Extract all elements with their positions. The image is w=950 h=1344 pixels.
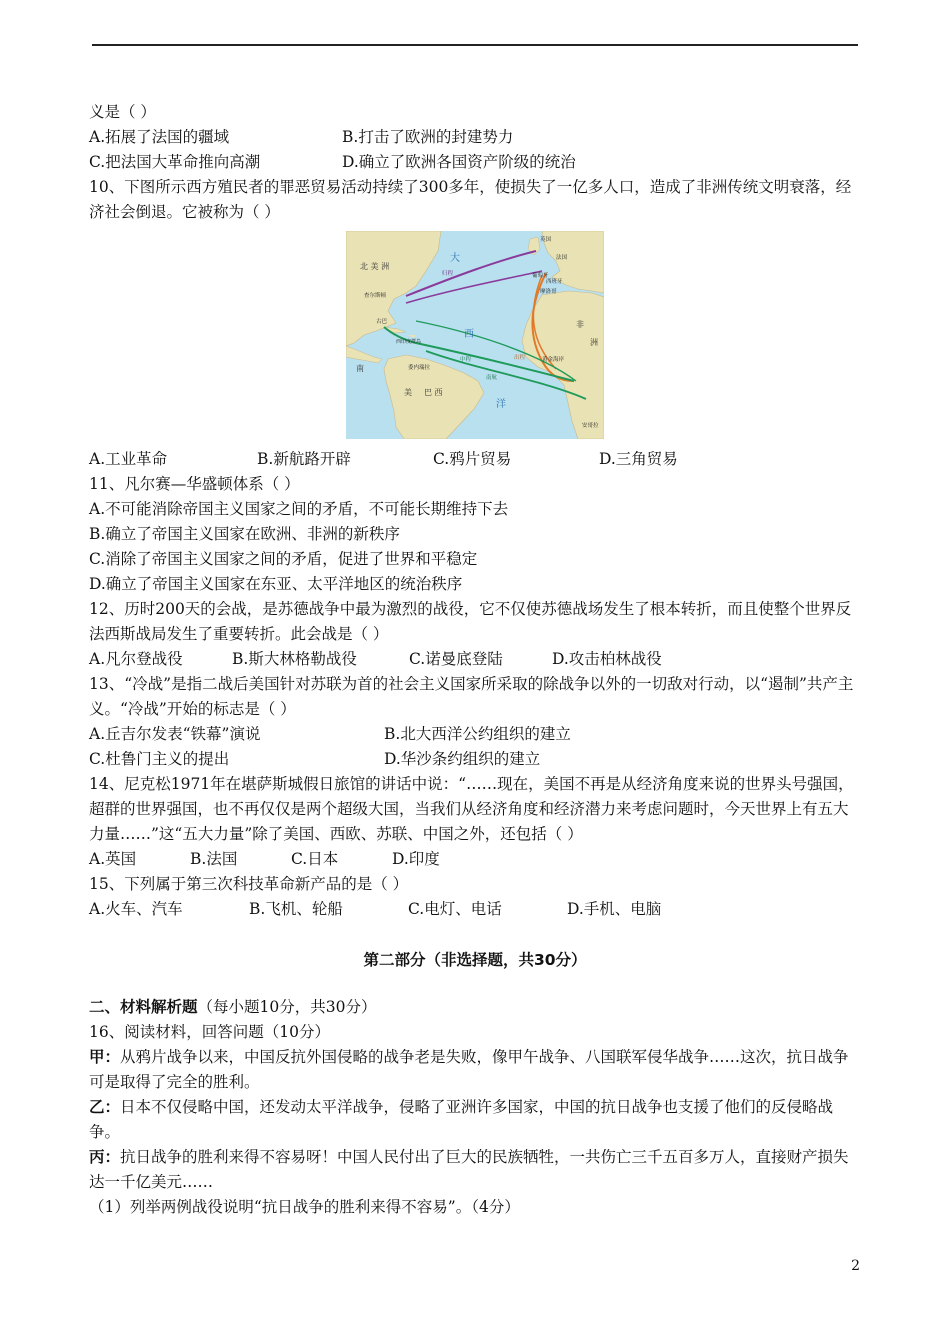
material-jia-label: 甲：: [89, 1048, 121, 1066]
page-number: 2: [851, 1258, 860, 1274]
q9-stem-tail: 义是（ ）: [89, 103, 156, 121]
label-atlantic-1: 大: [450, 253, 460, 264]
material-jia: [89, 1045, 861, 1095]
label-morocco: 摩洛哥: [540, 289, 557, 295]
label-cuba: 古巴: [376, 319, 388, 325]
q13-options-row1: [89, 722, 861, 747]
label-atlantic-3: 洋: [496, 399, 506, 410]
q15-option-c[interactable]: C.电灯、电话: [408, 900, 502, 918]
q13-option-c[interactable]: C.杜鲁门主义的提出: [89, 750, 230, 768]
q11-stem: 11、凡尔赛—华盛顿体系（ ）: [89, 475, 300, 493]
q9-option-a[interactable]: A.拓展了法国的疆域: [89, 128, 230, 146]
q15-option-a[interactable]: A.火车、汽车: [89, 900, 183, 918]
section-heading-bold: 二、材料解析题: [89, 998, 198, 1016]
q14-option-b[interactable]: B.法国: [190, 850, 238, 868]
material-bing-text: 抗日战争的胜利来得不容易呀！中国人民付出了巨大的民族牺牲，一共伤亡三千五百多万人，直接财产损失达一千亿美元……: [89, 1148, 849, 1191]
label-south-america-2: 美: [404, 388, 412, 397]
label-charleston: 查尔斯顿: [364, 293, 387, 299]
label-brazil: 巴 西: [424, 388, 443, 397]
q10-option-a[interactable]: A.工业革命: [89, 450, 168, 468]
q11-option-c[interactable]: C.消除了帝国主义国家之间的矛盾，促进了世界和平稳定: [89, 550, 478, 568]
label-angola: 安哥拉: [582, 423, 599, 429]
q15-stem: 15、下列属于第三次科技革命新产品的是（ ）: [89, 875, 409, 893]
label-uk: 英国: [540, 237, 552, 243]
label-portugal: 葡萄牙: [532, 273, 549, 279]
q12-option-a[interactable]: A.凡尔登战役: [89, 650, 183, 668]
q12-stem: 12、历时200天的会战，是苏德战争中最为激烈的战役，它不仅使苏德战场发生了根本转折，而且使整个世界反法西斯战局发生了重要转折。此会战是（ ）: [89, 600, 852, 643]
q12-option-c[interactable]: C.诺曼底登陆: [409, 650, 503, 668]
label-atlantic-2: 西: [464, 329, 474, 340]
label-west-indies: 西印度群岛: [396, 339, 422, 345]
label-france: 法国: [556, 255, 568, 261]
q9-option-c[interactable]: C.把法国大革命推向高潮: [89, 153, 261, 171]
q14-option-a[interactable]: A.英国: [89, 850, 137, 868]
q10-option-b[interactable]: B.新航路开辟: [257, 450, 351, 468]
q10-stem: 10、下图所示西方殖民者的罪恶贸易活动持续了300多年，使损失了一亿多人口，造成了非洲传统文明衰落，经济社会倒退。它被称为（ ）: [89, 178, 852, 221]
q14-option-d[interactable]: D.印度: [392, 850, 440, 868]
material-yi-label: 乙：: [89, 1098, 121, 1116]
q10-option-d[interactable]: D.三角贸易: [599, 450, 678, 468]
q13-option-d[interactable]: D.华沙条约组织的建立: [384, 750, 541, 768]
material-jia-text: 从鸦片战争以来，中国反抗外国侵略的战争老是失败，像甲午战争、八国联军侵华战争……这次，抗日战争可是取得了完全的胜利。: [89, 1048, 849, 1091]
label-south-sail: 南航: [486, 375, 498, 381]
material-yi: [89, 1095, 861, 1145]
q16-stem: 16、阅读材料，回答问题（10分）: [89, 1023, 330, 1041]
q11-option-b[interactable]: B.确立了帝国主义国家在欧洲、非洲的新秩序: [89, 525, 400, 543]
section-heading: [89, 995, 861, 1020]
section-heading-rest: （每小题10分，共30分）: [197, 998, 377, 1016]
q13-stem: 13、“冷战”是指二战后美国针对苏联为首的社会主义国家所采取的除战争以外的一切敌对行动，以“遏制”共产主义。“冷战”开始的标志是（ ）: [89, 675, 854, 718]
header-rule: [92, 44, 858, 46]
q14-option-c[interactable]: C.日本: [291, 850, 339, 868]
q10-option-c[interactable]: C.鸦片贸易: [433, 450, 512, 468]
material-bing-label: 丙：: [89, 1148, 121, 1166]
q13-option-b[interactable]: B.北大西洋公约组织的建立: [384, 725, 571, 743]
triangle-trade-map-svg: [346, 231, 604, 439]
q15-options: [89, 897, 861, 922]
label-outbound-route: 出程: [514, 355, 526, 361]
material-yi-text: 日本不仅侵略中国，还发动太平洋战争，侵略了亚洲许多国家，中国的抗日战争也支援了他们的反侵略战争。: [89, 1098, 834, 1141]
q16-sub1: （1）列举两例战役说明“抗日战争的胜利来得不容易”。（4分）: [89, 1198, 520, 1216]
label-middle-passage: 中程: [460, 357, 472, 363]
q14-options: [89, 847, 861, 872]
label-africa: 非: [576, 320, 584, 329]
q13-options-row2: [89, 747, 861, 772]
q13-option-a[interactable]: A.丘吉尔发表“铁幕”演说: [89, 725, 261, 743]
q9-option-d[interactable]: D.确立了欧洲各国资产阶级的统治: [342, 153, 576, 171]
q9-options-row1: [89, 125, 861, 150]
triangle-trade-map: [346, 231, 604, 439]
q11-option-d[interactable]: D.确立了帝国主义国家在东亚、太平洋地区的统治秩序: [89, 575, 463, 593]
label-venezuela: 委内瑞拉: [408, 365, 431, 371]
q15-option-b[interactable]: B.飞机、轮船: [249, 900, 343, 918]
label-africa-2: 洲: [590, 338, 598, 347]
label-spain: 西班牙: [546, 279, 563, 285]
q9-options-row2: [89, 150, 861, 175]
label-return-route: 归程: [442, 271, 454, 277]
label-gold-coast: 黄金海岸: [542, 357, 565, 363]
q15-option-d[interactable]: D.手机、电脑: [567, 900, 662, 918]
material-bing: [89, 1145, 861, 1195]
q10-options: [89, 447, 861, 472]
q14-stem: 14、尼克松1971年在堪萨斯城假日旅馆的讲话中说：“……现在，美国不再是从经济角度来说的世界头号强国，超群的世界强国，也不再仅仅是两个超级大国，当我们从经济角度和经济潜力来考虑问题时，今天世界上有五大力量……”这“五大力量”除了美国、西欧、苏联、中国之外，还包括（ ）: [89, 775, 854, 843]
q12-option-d[interactable]: D.攻击柏林战役: [552, 650, 662, 668]
label-south-america-1: 南: [356, 364, 364, 373]
label-north-america: 北 美 洲: [360, 262, 390, 271]
q11-option-a[interactable]: A.不可能消除帝国主义国家之间的矛盾，不可能长期维持下去: [89, 500, 509, 518]
q12-option-b[interactable]: B.斯大林格勒战役: [232, 650, 357, 668]
q9-option-b[interactable]: B.打击了欧洲的封建势力: [342, 128, 514, 146]
q12-options: [89, 647, 861, 672]
page-content: [89, 100, 861, 1220]
part2-title: 第二部分（非选择题，共30分）: [363, 951, 587, 969]
